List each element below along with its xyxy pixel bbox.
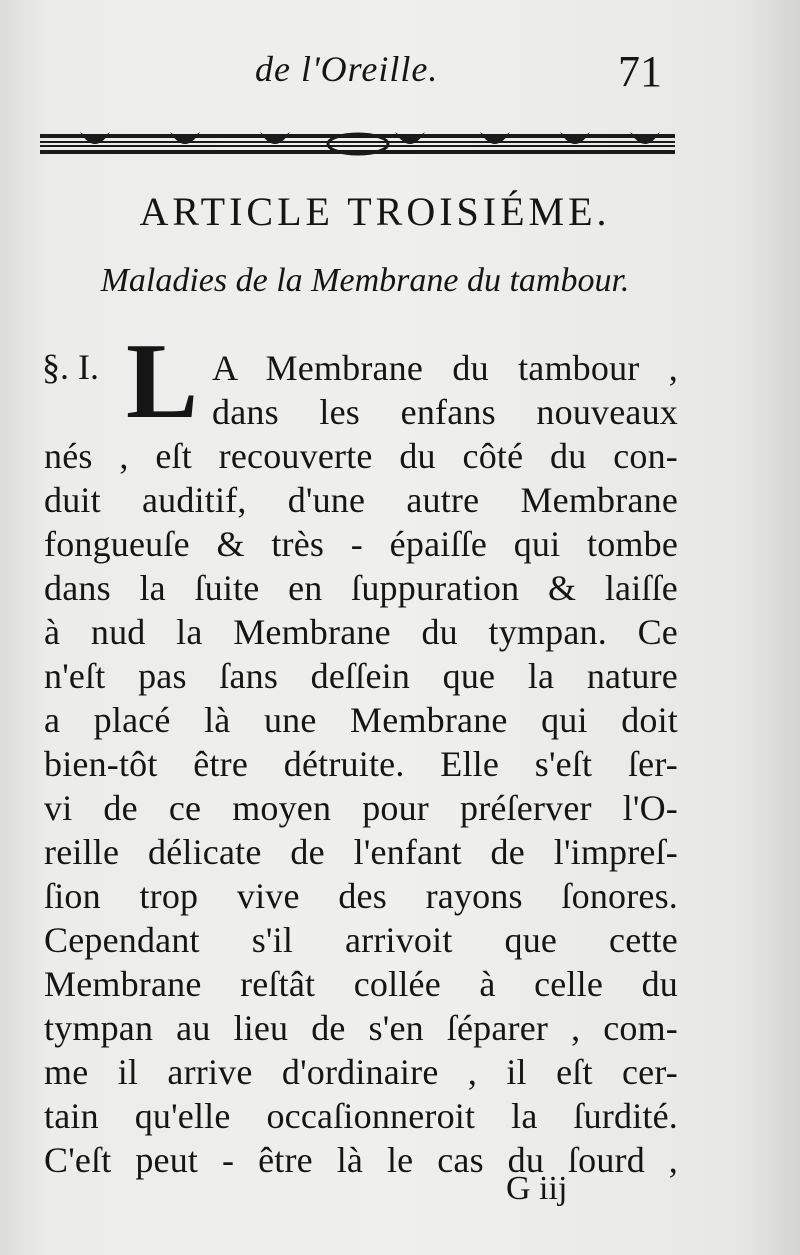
text-line: tain qu'elle occaſionneroit la ſurdité. — [44, 1096, 678, 1136]
text-line: fongueuſe & très - épaiſſe qui tombe — [44, 524, 678, 564]
text-line: ſion trop vive des rayons ſonores. — [44, 876, 678, 916]
text-line: n'eſt pas ſans deſſein que la nature — [44, 656, 678, 696]
text-line: Cependant s'il arrivoit que cette — [44, 920, 678, 960]
text-line: C'eſt peut - être là le cas du ſourd , — [44, 1140, 678, 1180]
text-line: duit auditif, d'une autre Membrane — [44, 480, 678, 520]
article-subtitle: Maladies de la Membrane du tambour. — [100, 262, 630, 299]
running-head — [0, 48, 800, 98]
text-line: dans la ſuite en ſuppuration & laiſſe — [44, 568, 678, 608]
section-marker: §. I. — [42, 347, 99, 387]
running-title: de l'Oreille. — [255, 49, 439, 89]
text-line: à nud la Membrane du tympan. Ce — [44, 612, 678, 652]
text-line: Membrane reſtât collée à celle du — [44, 964, 678, 1004]
text-line: bien-tôt être détruite. Elle s'eſt ſer- — [44, 744, 678, 784]
text-line: reille délicate de l'enfant de l'impreſ- — [44, 832, 678, 872]
ornamental-rule — [40, 128, 675, 160]
text-line: tympan au lieu de s'en ſéparer , com- — [44, 1008, 678, 1048]
text-line: A Membrane du tambour , — [212, 348, 678, 388]
text-line: a placé là une Membrane qui doit — [44, 700, 678, 740]
text-line: dans les enfans nouveaux — [212, 392, 678, 432]
text-line: nés , eſt recouverte du côté du con- — [44, 436, 678, 476]
article-heading: ARTICLE TROISIÉME. — [139, 189, 611, 234]
drop-cap: L — [126, 322, 199, 441]
page-number: 71 — [618, 47, 662, 96]
text-line: me il arrive d'ordinaire , il eſt cer- — [44, 1052, 678, 1092]
text-line: vi de ce moyen pour préſerver l'O- — [44, 788, 678, 828]
signature-mark: G iij — [506, 1170, 568, 1207]
